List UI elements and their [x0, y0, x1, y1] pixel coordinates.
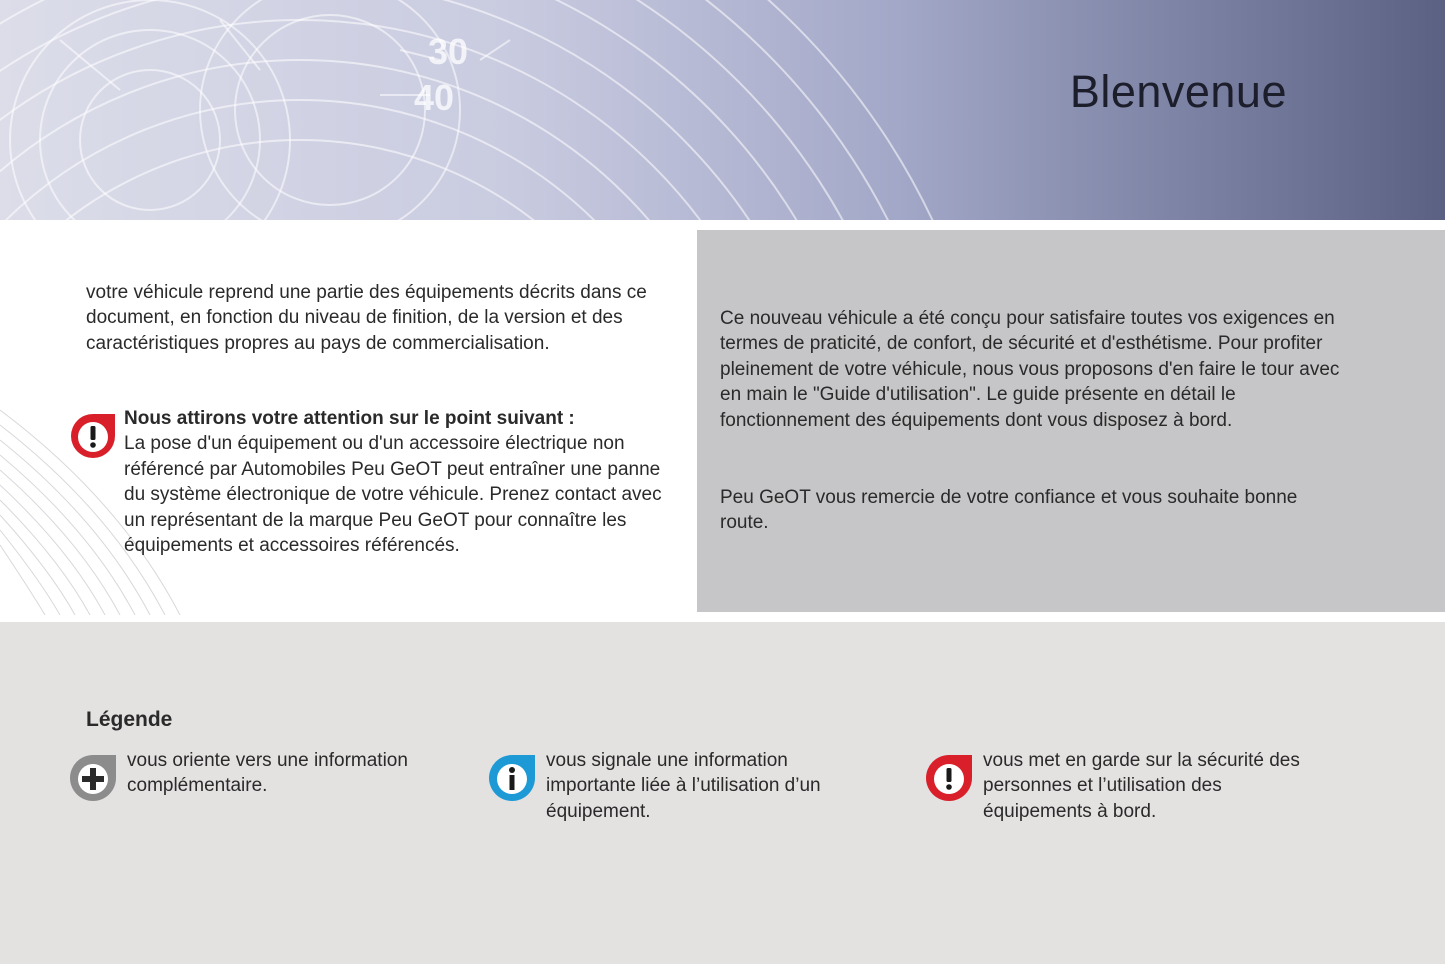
warning-body: La pose d'un équipement ou d'un accessoire électrique non référencé par Automobiles Peu GeOT peut entraîner une panne du système électronique de votre véhicule. Prenez contact avec un représentant de la marque Peu GeOT pour connaître les équipements et accessoires référencés. — [124, 433, 662, 557]
legend-text-info: vous signale une information importante liée à l’utilisation d’un équipement. — [546, 750, 821, 822]
page-title: Blenvenue — [1069, 66, 1287, 117]
gauge-number-30: 30 — [428, 31, 469, 72]
welcome-paragraph-2: Peu GeOT vous remercie de votre confiance et vous souhaite bonne route. — [720, 487, 1298, 534]
header-banner — [0, 0, 1445, 220]
intro-paragraph: votre véhicule reprend une partie des équipements décrits dans ce document, en fonction du niveau de finition, de la version et des caractéristiques propres au pays de commercialisation. — [86, 282, 647, 354]
plus-icon — [68, 753, 118, 803]
gauge-number-40: 40 — [414, 77, 455, 118]
legend-text-plus: vous oriente vers une information complémentaire. — [127, 750, 408, 797]
welcome-panel — [697, 230, 1445, 612]
warning-heading: Nous attirons votre attention sur le point suivant : — [124, 408, 575, 429]
legend-title: Légende — [86, 708, 173, 731]
legend-text-warning: vous met en garde sur la sécurité des personnes et l’utilisation des équipements à bord. — [983, 750, 1300, 822]
info-icon — [487, 753, 537, 803]
warning-exclamation-icon — [68, 410, 118, 464]
welcome-paragraph-1: Ce nouveau véhicule a été conçu pour satisfaire toutes vos exigences en termes de praticité, de confort, de sécurité et d'esthétisme. Pour profiter pleinement de votre véhicule, nous vous proposons d'en faire le tour avec en main le "Guide d'utilisation". Le guide présente en détail le fonctionnement des équipements dont vous disposez à bord. — [720, 308, 1340, 431]
warning-exclamation-icon — [924, 753, 974, 803]
